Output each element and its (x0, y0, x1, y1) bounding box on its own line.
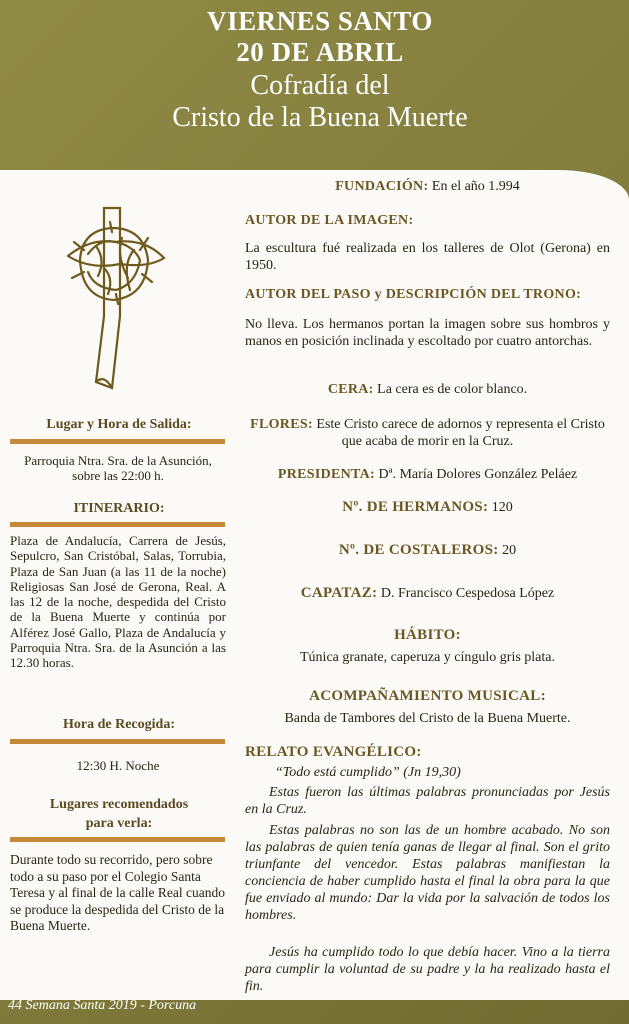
music-value: Banda de Tambores del Cristo de la Buena Muerte. (284, 711, 571, 726)
header-brotherhood-2: Cristo de la Buena Muerte (172, 102, 468, 133)
president-row (245, 466, 610, 483)
members-label: Nº. DE HERMANOS: (342, 499, 489, 515)
habit-label-text: HÁBITO: (394, 627, 461, 643)
page-header (120, 6, 520, 134)
departure-title: Lugar y Hora de Salida: (46, 417, 192, 432)
departure-text: Parroquia Ntra. Sra. de la Asunción, sobre las 22:00 h. (24, 453, 212, 484)
habit-label (245, 627, 610, 644)
places-title-2: para verla: (85, 816, 153, 831)
wax-row (245, 381, 610, 398)
gospel-label-text: RELATO EVANGÉLICO: (245, 744, 422, 760)
gospel-paragraph-3: Jesús ha cumplido todo lo que debía hacer. Vino a la tierra para cumplir la voluntad de su padre y la ha realizado hasta el fin. (245, 945, 610, 994)
places-title-1: Lugares recomendados (49, 797, 189, 812)
float-author-text: No lleva. Los hermanos portan la imagen sobre sus hombros y manos en posición inclinada y escoltado por cuatro antorchas. (245, 317, 610, 349)
foreman-label: CAPATAZ: (300, 585, 378, 601)
gospel-label (245, 744, 610, 761)
gospel-quote: “Todo está cumplido” (Jn 19,30) (275, 765, 461, 780)
gospel-paragraph-2: Estas palabras no son las de un hombre acabado. No son las palabras de quien tenía ganas de llegar al final. Son el grito triunfante del vencedor. Estas palabras manifiestan la conciencia de haber cumplido hasta el final la obra para la que fue enviado al mundo: Dar la vida por la salvación de todos los hombres. (245, 823, 610, 923)
header-brotherhood-1: Cofradía del (250, 70, 390, 101)
float-author-label-text: AUTOR DEL PASO y DESCRIPCIÓN DEL TRONO: (245, 287, 582, 302)
foundation-row (245, 178, 610, 195)
section-rule (10, 739, 225, 744)
section-rule (10, 439, 225, 444)
bearers-value: 20 (502, 543, 517, 558)
foreman-value: D. Francisco Cespedosa López (380, 586, 555, 601)
cross-crown-of-thorns-icon (60, 198, 170, 403)
itinerary-text: Plaza de Andalucía, Carrera de Jesús, Sepulcro, San Cristóbal, Salas, Torrubia, Plaza de San Juan (a las 11 de la noche) Religiosas San José de Gerona, Real. A las 12 de la noche, despedida del Cristo de la Buena Muerte y continúa por Alférez José Gallo, Plaza de Andalucía y Parroquia Ntra. Sra. de la Asunción a las 12.30 horas. (10, 533, 226, 671)
left-column (0, 170, 236, 1000)
page-footer: 44 Semana Santa 2019 - Porcuna (8, 998, 197, 1013)
flowers-row (245, 416, 610, 450)
image-author-text: La escultura fué realizada en los talleres de Olot (Gerona) en 1950. (245, 241, 610, 273)
bearers-row (245, 542, 610, 559)
flowers-label: FLORES: (250, 417, 313, 432)
foundation-value: En el año 1.994 (431, 179, 520, 194)
gospel-paragraph-1: Estas fueron las últimas palabras pronunciadas por Jesús en la Cruz. (245, 785, 610, 817)
itinerary-title: ITINERARIO: (73, 501, 165, 516)
members-row (245, 499, 610, 516)
bearers-label: Nº. DE COSTALEROS: (338, 542, 499, 558)
wax-value: La cera es de color blanco. (377, 382, 528, 397)
president-label: PRESIDENTA: (277, 467, 376, 482)
foreman-row (245, 585, 610, 602)
places-text: Durante todo su recorrido, pero sobre todo a su paso por el Colegio Santa Teresa y al final de la calle Real cuando se produce la despedida del Cristo de la Buena Muerte. (10, 852, 225, 933)
header-day: VIERNES SANTO (207, 6, 433, 36)
section-rule (10, 837, 225, 842)
flowers-value: Este Cristo carece de adornos y representa el Cristo que acaba de morir en la Cruz. (316, 417, 605, 449)
float-author-label (245, 286, 610, 303)
content-sheet (0, 170, 629, 1000)
habit-value: Túnica granate, caperuza y cíngulo gris plata. (300, 650, 555, 665)
music-label (245, 688, 610, 705)
president-value: Dª. María Dolores González Peláez (378, 467, 578, 482)
image-author-label-text: AUTOR DE LA IMAGEN: (245, 213, 414, 228)
header-date: 20 DE ABRIL (236, 37, 404, 67)
section-rule (10, 522, 225, 527)
music-label-text: ACOMPAÑAMIENTO MUSICAL: (309, 688, 546, 704)
members-value: 120 (491, 500, 513, 515)
return-title: Hora de Recogida: (63, 717, 175, 732)
image-author-label (245, 212, 610, 229)
wax-label: CERA: (327, 382, 374, 397)
return-text: 12:30 H. Noche (76, 758, 160, 773)
foundation-label: FUNDACIÓN: (335, 179, 429, 194)
